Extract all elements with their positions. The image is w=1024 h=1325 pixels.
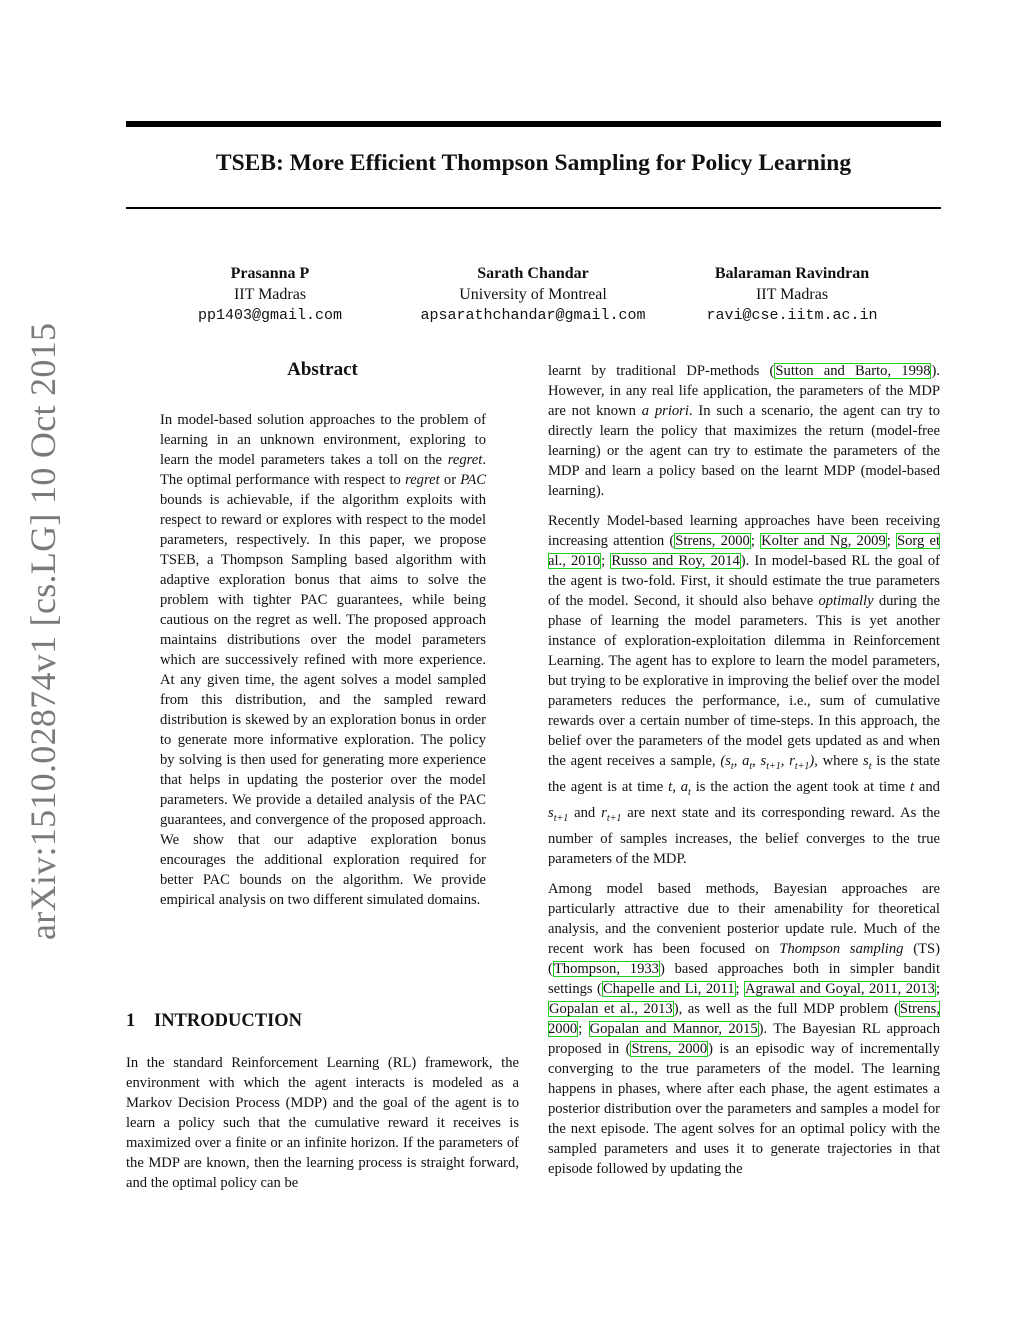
title-top-rule [126, 121, 941, 127]
citation-link[interactable]: Thompson, 1933 [553, 960, 659, 977]
citation-link[interactable]: Strens, 2000 [631, 1040, 708, 1057]
author-name: Sarath Chandar [477, 265, 589, 282]
right-column-text [548, 361, 940, 1189]
citation-link[interactable]: Chapelle and Li, 2011 [602, 980, 735, 997]
author-affiliation: IIT Madras [755, 286, 829, 303]
intro-paragraph: In the standard Reinforcement Learning (RL) framework, the environment with which the agent interacts is modeled as a Markov Decision Process (MDP) and the goal of the agent is to learn a policy such that the cumulative reward it receives is maximized over a finite or an infinite horizon. If the parameters of the MDP are known, then the learning process is straight forward, and the optimal policy can be [126, 1055, 519, 1191]
author-name: Balaraman Ravindran [714, 265, 870, 282]
citation-link[interactable]: Sorg et al., 2010 [548, 533, 941, 569]
citation-link[interactable]: Strens, 2000 [548, 1000, 940, 1037]
abstract-text: In model-based solution approaches to the problem of learning in an unknown environment, exploring to learn the model parameters takes a toll on the regret. The optimal performance with respect to regret or PAC bounds is achievable, if the algorithm exploits with respect to reward or explores with respect to the model parameters, respectively. In this paper, we propose TSEB, a Thompson Sampling based algorithm with adaptive exploration bonus that aims to solve the problem with tighter PAC guarantees, while being cautious on the regret as well. The proposed approach maintains distributions over the model parameters which are successively refined with more experience. At any given time, the agent solves a model sampled from this distribution, and the sampled reward distribution is skewed by an exploration bonus in order to generate more informative exploration. The policy by solving is then used for generating more experience that helps in updating the posterior over the model parameters. We provide a detailed analysis of the PAC guarantees, and convergence of the proposed approach. We show that our adaptive exploration bonus encourages the additional exploration required for better PAC bounds on the algorithm. We provide empirical analysis on two different simulated domains. [160, 412, 486, 908]
paragraph: Recently Model-based learning approaches have been receiving increasing attention (Strens, 2000; Kolter and Ng, 2009; Sorg et al., 2010; Russo and Roy, 2014). In model-based RL the goal of the agent is two-fold. First, it should estimate the true parameters of the model. Second, it should also behave optimally during the phase of learning the model parameters. This is yet another instance of exploration-exploitation dilemma in Reinforcement Learning. The agent has to explore to learn the model parameters, but trying to be explorative in improving the belief over the model parameters reduces the performance, i.e., sum of cumulative rewards over a certain number of time-steps. In this approach, the belief over the parameters of the model gets updated as and when the agent receives a sample, ($s_t$, $a_t$, $s_{t+1}$, $r_{t+1}$), where $s_t$ is the state the agent is at time t, $a_t$ is the action the agent took at time t and $s_{t+1}$ and $r_{t+1}$ are next state and its corresponding reward. As the number of samples increases, the belief converges to the true parameters of the MDP. [548, 513, 941, 867]
citation-link[interactable]: Strens, 2000 [675, 533, 750, 549]
citation-link[interactable]: Gopalan et al., 2013 [549, 1000, 673, 1017]
author-name: Prasanna P [230, 265, 310, 282]
author-email[interactable]: ravi@cse.iitm.ac.in [706, 307, 878, 324]
citation-link[interactable]: Kolter and Ng, 2009 [761, 533, 886, 549]
math-tuple: ($s_t$, $a_t$, $s_{t+1}$, $r_{t+1}$) [720, 753, 815, 772]
author-affiliation: IIT Madras [233, 286, 307, 303]
author-block [642, 263, 942, 326]
paragraph: learnt by traditional DP-methods (Sutton and Barto, 1998). However, in any real life application, the parameters of the MDP are not known a priori. In such a scenario, the agent can try to directly learn the policy that maximizes the return (model-free learning) or the agent can try to estimate the parameters of the MDP and learn a policy based on the learnt MDP (model-based learning). [548, 363, 940, 499]
citation-link[interactable]: Russo and Roy, 2014 [611, 553, 740, 569]
author-block [120, 263, 420, 326]
abstract-heading: Abstract [287, 359, 358, 380]
author-email[interactable]: pp1403@gmail.com [197, 307, 343, 324]
section-title: INTRODUCTION [154, 1011, 303, 1031]
arxiv-identifier-stamp: arXiv:1510.02874v1 [cs.LG] 10 Oct 2015 [23, 322, 63, 940]
author-block [383, 263, 683, 326]
citation-link[interactable]: Sutton and Barto, 1998 [775, 363, 931, 379]
section-heading-introduction [126, 1011, 302, 1032]
author-affiliation: University of Montreal [459, 286, 607, 303]
citation-link[interactable]: Gopalan and Mannor, 2015 [589, 1020, 758, 1037]
citation-link[interactable]: Agrawal and Goyal, 2011, 2013 [745, 980, 935, 997]
paragraph: Among model based methods, Bayesian approaches are particularly attractive due to their amenability for theoretical analysis, and the convenient posterior update rule. Much of the recent work has been focused on Thompson sampling (TS) (Thompson, 1933) based approaches both in simpler bandit settings (Chapelle and Li, 2011; Agrawal and Goyal, 2011, 2013; Gopalan et al., 2013), as well as the full MDP problem (Strens, 2000; Gopalan and Mannor, 2015). The Bayesian RL approach proposed in (Strens, 2000) is an episodic way of incrementally converging to the true parameters of the model. The learning happens in phases, where after each phase, the agent estimates a posterior distribution over the parameters and samples a model for the next episode. The agent solves for an optimal policy with the sampled parameters and uses it to generate trajectories in that episode followed by updating the [548, 880, 941, 1177]
section-number: 1 [126, 1011, 136, 1031]
author-email[interactable]: apsarathchandar@gmail.com [420, 307, 646, 324]
title-bottom-rule [126, 207, 941, 209]
paper-title: TSEB: More Efficient Thompson Sampling for Policy Learning [215, 150, 852, 176]
